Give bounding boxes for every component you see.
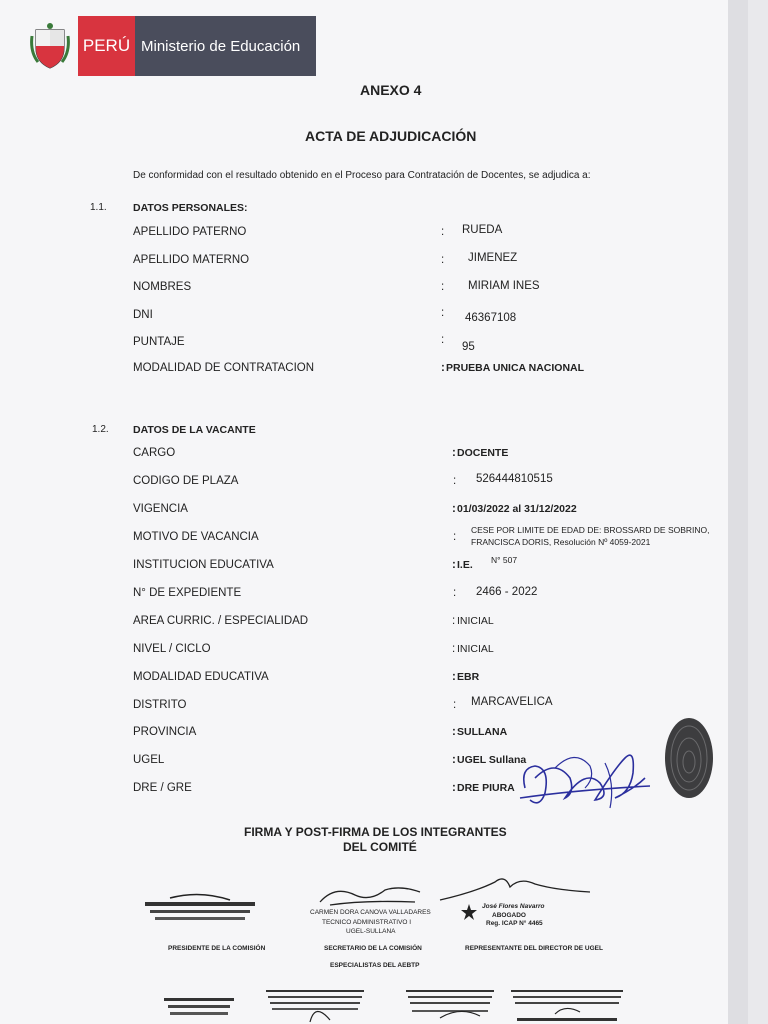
bottom-stamp-icon — [505, 982, 630, 1024]
page-edge — [728, 0, 748, 1024]
sep: : — [452, 615, 456, 627]
label-modalidad-contratacion: MODALIDAD DE CONTRATACION — [133, 362, 315, 374]
representative-signature-icon — [435, 872, 595, 906]
value-modalidad-educativa: EBR — [457, 671, 480, 683]
value-institucion-educativa: I.E. — [457, 559, 473, 571]
label-vigencia: VIGENCIA — [133, 503, 188, 515]
value-nombres: MIRIAM INES — [468, 280, 540, 292]
secretary-role1: TECNICO ADMINISTRATIVO I — [322, 919, 412, 926]
label-dre-gre: DRE / GRE — [133, 782, 192, 794]
peru-label: PERÚ — [78, 16, 135, 76]
intro-text: De conformidad con el resultado obtenido en el Proceso para Contratación de Docentes, se adjudica a: — [133, 170, 591, 181]
value-codigo-plaza: 526444810515 — [476, 473, 553, 485]
signatures-heading-line1: FIRMA Y POST-FIRMA DE LOS INTEGRANTES — [244, 825, 507, 839]
sep: : — [441, 334, 445, 346]
label-modalidad-educativa: MODALIDAD EDUCATIVA — [133, 671, 269, 683]
sep: : — [441, 362, 445, 374]
bottom-stamp-icon — [160, 990, 240, 1024]
secretary-name: CARMEN DORA CANOVA VALLADARES — [310, 909, 431, 916]
label-codigo-plaza: CODIGO DE PLAZA — [133, 475, 239, 487]
sep: : — [441, 307, 445, 319]
label-expediente: N° DE EXPEDIENTE — [133, 587, 242, 599]
role-president: PRESIDENTE DE LA COMISIÓN — [168, 945, 266, 952]
role-representative: REPRESENTANTE DEL DIRECTOR DE UGEL — [465, 945, 603, 952]
sep: : — [452, 782, 456, 794]
sep: : — [453, 531, 457, 543]
value-area-curricular: INICIAL — [457, 615, 494, 627]
sep: : — [453, 475, 457, 487]
section1-title: DATOS PERSONALES: — [133, 202, 248, 214]
representative-name: José Flores Navarro — [482, 903, 545, 910]
star-seal-icon — [460, 903, 478, 921]
value-provincia: SULLANA — [457, 726, 508, 738]
sep: : — [452, 503, 456, 515]
section2-number: 1.2. — [92, 424, 109, 435]
bottom-stamp-icon — [400, 982, 500, 1024]
signatures-heading-line2: DEL COMITÉ — [343, 840, 417, 854]
sep: : — [452, 447, 456, 459]
section1-number: 1.1. — [90, 202, 107, 213]
ministry-logo — [78, 16, 316, 76]
value-modalidad-contratacion: PRUEBA UNICA NACIONAL — [446, 362, 585, 374]
value-apellido-materno: JIMENEZ — [468, 252, 518, 264]
bottom-stamp-icon — [260, 982, 370, 1024]
peru-coat-of-arms-icon — [30, 22, 70, 70]
role-specialists: ESPECIALISTAS DEL AEBTP — [330, 962, 420, 969]
label-nivel-ciclo: NIVEL / CICLO — [133, 643, 211, 655]
value-cargo: DOCENTE — [457, 447, 509, 459]
value-vigencia: 01/03/2022 al 31/12/2022 — [457, 503, 577, 515]
value-expediente: 2466 - 2022 — [476, 586, 538, 598]
representative-registration: Reg. ICAP N° 4465 — [486, 920, 543, 927]
sep: : — [452, 671, 456, 683]
label-nombres: NOMBRES — [133, 281, 192, 293]
value-dre-gre: DRE PIURA — [457, 782, 515, 794]
sep: : — [452, 643, 456, 655]
document-title: ACTA DE ADJUDICACIÓN — [305, 128, 477, 144]
value-motivo-line2: FRANCISCA DORIS, Resolución Nº 4059-2021 — [471, 537, 651, 547]
value-distrito: MARCAVELICA — [471, 696, 553, 708]
label-apellido-paterno: APELLIDO PATERNO — [133, 226, 247, 238]
label-motivo-vacancia: MOTIVO DE VACANCIA — [133, 531, 259, 543]
value-dni: 46367108 — [465, 312, 517, 324]
section2-title: DATOS DE LA VACANTE — [133, 424, 256, 436]
value-motivo-line1: CESE POR LIMITE DE EDAD DE: BROSSARD DE SOBRINO, — [471, 525, 710, 535]
value-nivel-ciclo: INICIAL — [457, 643, 494, 655]
secretary-signature-icon — [315, 880, 425, 910]
sep: : — [441, 281, 445, 293]
label-institucion-educativa: INSTITUCION EDUCATIVA — [133, 559, 274, 571]
president-stamp-icon — [140, 890, 265, 935]
value-apellido-paterno: RUEDA — [462, 224, 503, 236]
representative-title: ABOGADO — [492, 912, 526, 919]
applicant-signature-icon — [515, 738, 655, 820]
label-apellido-materno: APELLIDO MATERNO — [133, 254, 250, 266]
value-institucion-number: N° 507 — [491, 555, 518, 565]
annex-title: ANEXO 4 — [360, 82, 422, 98]
sep: : — [453, 699, 457, 711]
sep: : — [441, 226, 445, 238]
value-ugel: UGEL Sullana — [457, 754, 527, 766]
thumbprint-icon — [662, 715, 716, 801]
label-dni: DNI — [133, 309, 153, 321]
label-provincia: PROVINCIA — [133, 726, 197, 738]
ministry-label: Ministerio de Educación — [135, 16, 316, 76]
sep: : — [452, 726, 456, 738]
sep: : — [452, 754, 456, 766]
secretary-role2: UGEL-SULLANA — [346, 928, 396, 935]
label-distrito: DISTRITO — [133, 699, 187, 711]
sep: : — [453, 587, 457, 599]
label-ugel: UGEL — [133, 754, 165, 766]
role-secretary: SECRETARIO DE LA COMISIÓN — [324, 945, 422, 952]
label-area-curricular: AREA CURRIC. / ESPECIALIDAD — [133, 615, 309, 627]
sep: : — [452, 559, 456, 571]
label-cargo: CARGO — [133, 447, 176, 459]
value-puntaje: 95 — [462, 341, 475, 353]
sep: : — [441, 254, 445, 266]
label-puntaje: PUNTAJE — [133, 336, 185, 348]
